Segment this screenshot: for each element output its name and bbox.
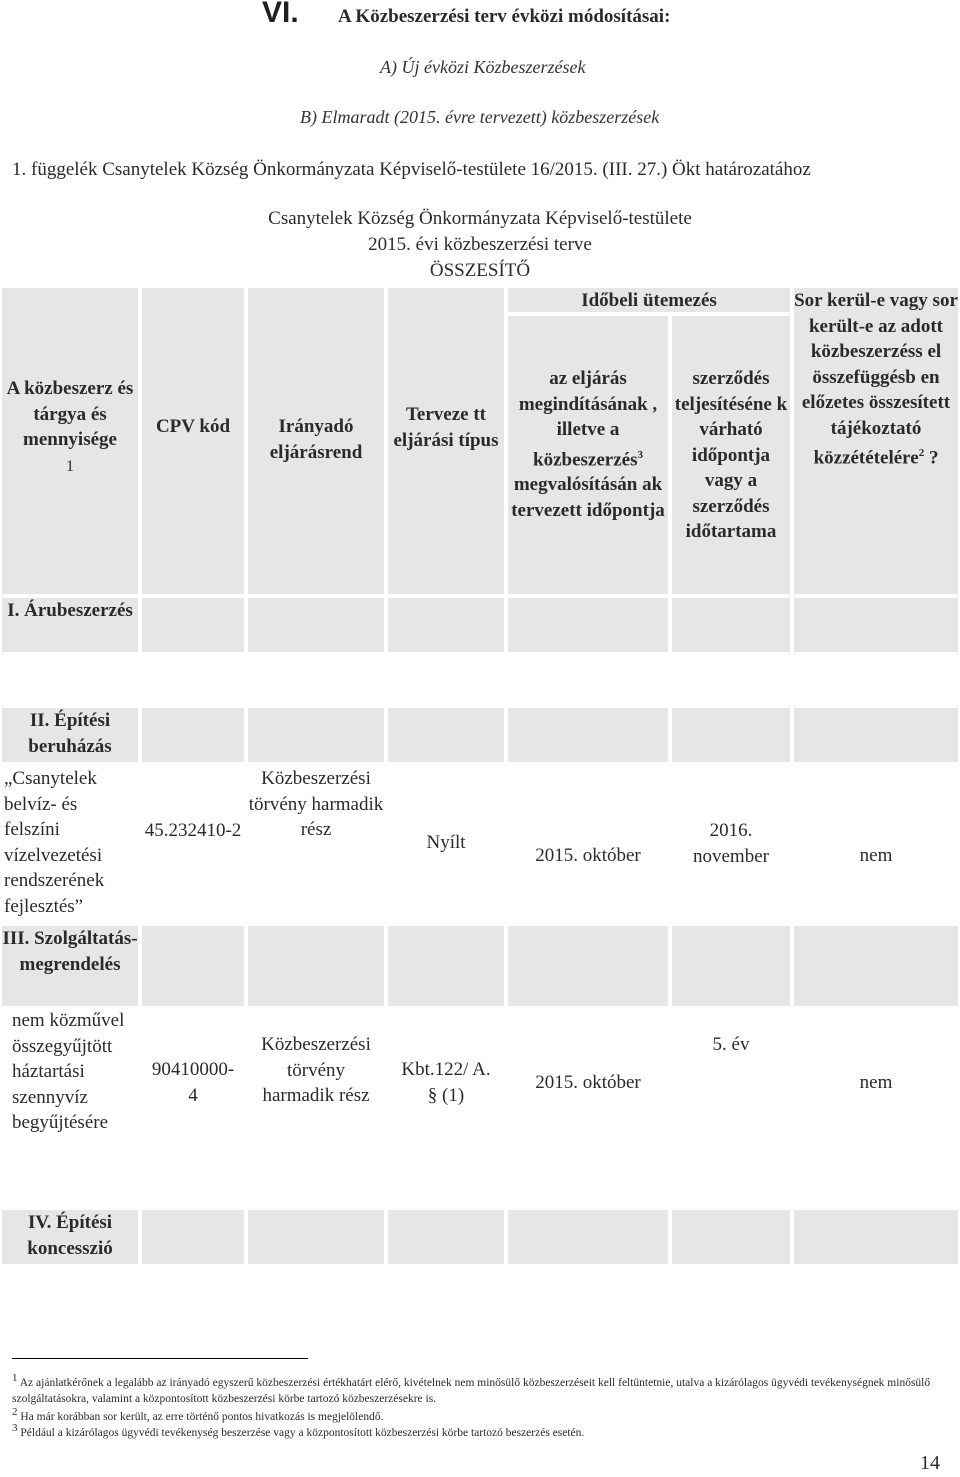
footnote-3: $^3$ Például a kizárólagos ügyvédi tevékenység beszerzése vagy a központosított közbeszerzési körbe tartozó beszerzés esetén.: [12, 1422, 585, 1439]
goods-filler-procedure: [248, 598, 384, 652]
section-title: A Közbeszerzési terv évközi módosításai:: [338, 6, 671, 27]
footnote-divider: [12, 1358, 308, 1359]
header-cell-cpv: [142, 288, 244, 594]
concession-filler-procedure: [248, 1210, 384, 1264]
column-end: szerződés teljesítéséne k várható időpontja vagy a szerződés időtartama: [674, 368, 788, 542]
row2-subject: nem közművel összegyűjtött háztartási szennyvíz begyűjtésére: [12, 1010, 125, 1133]
row2-summary: nem: [859, 1072, 893, 1093]
services-filler-summary: [794, 926, 958, 1006]
column-type: Terveze tt eljárási típus: [393, 404, 499, 451]
services-filler-start: [508, 926, 668, 1006]
row2-procedure: Közbeszerzési törvény harmadik rész: [261, 1034, 371, 1106]
services-filler-end: [672, 926, 790, 1006]
works-filler-cpv: [142, 708, 244, 762]
row1-end: 2016. november: [693, 820, 769, 867]
footnote-ref-2: 2: [918, 447, 925, 459]
plan-title: 2015. évi közbeszerzési terve: [368, 234, 592, 255]
works-filler-start: [508, 708, 668, 762]
row1-cpv: 45.232410-2: [144, 820, 242, 841]
services-filler-procedure: [248, 926, 384, 1006]
row2-start: 2015. október: [535, 1072, 641, 1093]
goods-filler-summary: [794, 598, 958, 652]
row1-summary: nem: [859, 845, 893, 866]
section-goods-label: I. Árubeszerzés: [7, 600, 133, 621]
row1-procedure: Közbeszerzési törvény harmadik rész: [248, 768, 384, 840]
page-number: 14: [920, 1452, 940, 1474]
column-start: az eljárás megindításának , illetve a közbeszerzés$^3$ megvalósításán ak tervezett időpontja: [511, 368, 665, 521]
footnote-ref-1: 1: [66, 457, 74, 475]
row2-end: 5. év: [712, 1034, 750, 1055]
services-filler-cpv: [142, 926, 244, 1006]
section-services-label: III. Szolgáltatás-megrendelés: [2, 928, 138, 975]
concession-filler-end: [672, 1210, 790, 1264]
summary-title: ÖSSZESÍTŐ: [429, 260, 531, 281]
row2-type: Kbt.122/ A. § (1): [401, 1059, 491, 1106]
row1-start: 2015. október: [535, 845, 641, 866]
section-concession-label: IV. Építési koncesszió: [27, 1212, 113, 1259]
works-filler-end: [672, 708, 790, 762]
concession-filler-type: [388, 1210, 504, 1264]
services-filler-type: [388, 926, 504, 1006]
column-timing: Időbeli ütemezés: [581, 290, 717, 311]
subsection-b: B) Elmaradt (2015. évre tervezett) közbeszerzések: [300, 107, 660, 127]
section-number: VI.: [262, 0, 299, 29]
row1-subject: „Csanytelek belvíz- és felszíni vízelvezetési rendszerének fejlesztés”: [4, 768, 105, 917]
subsection-a: A) Új évközi Közbeszerzések: [380, 57, 586, 77]
row1-type: Nyílt: [426, 832, 466, 853]
column-summary: Sor kerül-e vagy sor került-e az adott közbeszerzéss el összefüggésb en előzetes összesített tájékoztató közzétételére$^2$ ?: [794, 290, 958, 469]
goods-filler-cpv: [142, 598, 244, 652]
concession-filler-summary: [794, 1210, 958, 1264]
footnote-ref-3: 3: [637, 448, 643, 461]
column-procedure: Irányadó eljárásrend: [269, 416, 363, 463]
concession-filler-cpv: [142, 1210, 244, 1264]
footnote-2: $^2$ Ha már korábban sor került, az erre történő pontos hivatkozás is megjelölendő.: [12, 1406, 384, 1423]
works-filler-procedure: [248, 708, 384, 762]
row2-cpv: 90410000-4: [151, 1059, 235, 1106]
column-cpv: CPV kód: [155, 416, 231, 437]
goods-filler-end: [672, 598, 790, 652]
concession-filler-start: [508, 1210, 668, 1264]
section-works-label: II. Építési beruházás: [28, 710, 112, 757]
column-subject: A közbeszerz és tárgya és mennyisége 1: [6, 378, 134, 475]
goods-filler-start: [508, 598, 668, 652]
appendix-reference: 1. függelék Csanytelek Község Önkormányzata Képviselő-testülete 16/2015. (III. 27.) Ökt határozatához: [12, 159, 811, 180]
goods-filler-type: [388, 598, 504, 652]
works-filler-summary: [794, 708, 958, 762]
footnote-1: $^1$ Az ajánlatkérőnek a legalább az irányadó egyszerű közbeszerzési értékhatárt elérő, kivételnek nem minősülő közbeszerzéseit kell feltüntetnie, utalva a kizárólagos ügyvédi tevékenységnek minősülő szolgáltatásokra, valamint a központosított közbeszerzési körbe tartozó közbeszerzésekre is.: [12, 1372, 931, 1405]
works-filler-type: [388, 708, 504, 762]
organization-name: Csanytelek Község Önkormányzata Képviselő-testülete: [268, 208, 692, 229]
